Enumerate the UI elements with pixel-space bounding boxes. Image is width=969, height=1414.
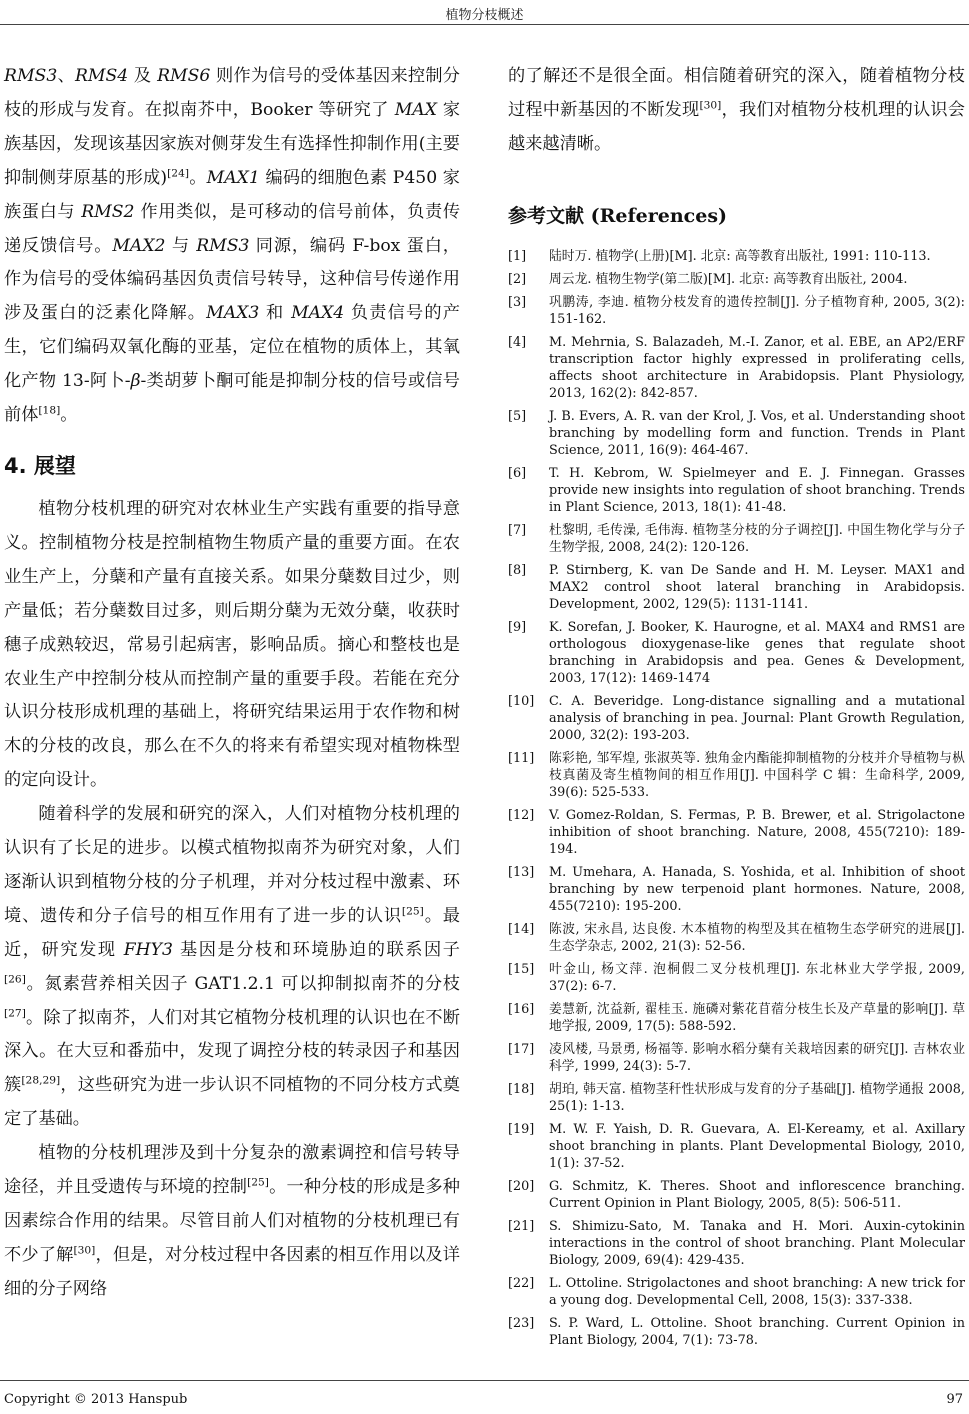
text-run: ，但是，对分枝过程中各因素的相互作用以及详细的分子网络: [4, 1244, 460, 1299]
paragraph-complexity: [4, 1137, 460, 1307]
reference-text: G. Schmitz, K. Theres. Shoot and inflorescence branching. Current Opinion in Plant Biology, 2005, 8(5): 506-511.: [549, 1178, 965, 1211]
reference-number: [9]: [508, 619, 527, 635]
references-heading: 参考文献 (References): [508, 204, 728, 227]
text-run: 编码的细胞色素 P450 家族蛋白与: [4, 167, 460, 222]
text-run: 。: [60, 405, 78, 426]
reference-text: P. Stirnberg, K. van De Sande and H. M. Leyser. MAX1 and MAX2 control shoot lateral branching in Arabidopsis. Development, 2002, 129(5): 1131-1141.: [549, 562, 965, 612]
reference-text: M. Mehrnia, S. Balazadeh, M.-I. Zanor, et al. EBE, an AP2/ERF transcription factor highly expressed in proliferating cells, affects shoot architecture in Arabidopsis. Plant Physiology, 2013, 162(2): 842-857.: [549, 334, 965, 401]
text-run: ，这些研究为进一步认识不同植物的不同分枝方式奠定了基础。: [4, 1075, 460, 1130]
reference-item: [508, 1315, 965, 1349]
reference-number: [8]: [508, 562, 527, 578]
reference-item: [508, 1275, 965, 1309]
reference-text: 周云龙. 植物生物学(第二版)[M]. 北京: 高等教育出版社, 2004.: [549, 271, 908, 287]
reference-text: V. Gomez-Roldan, S. Fermas, P. B. Brewer, et al. Strigolactone inhibition of shoot branching. Nature, 2008, 455(7210): 189-194.: [549, 807, 965, 857]
text-run: 。一种分枝的形成是多种因素综合作用的结果。尽管目前人们对植物的分枝机理已有不少了解: [4, 1177, 460, 1265]
text-run: 及: [128, 66, 158, 86]
reference-text: M. Umehara, A. Hanada, S. Yoshida, et al. Inhibition of shoot branching by new terpenoid plant hormones. Nature, 2008, 455(7210): 195-200.: [549, 864, 965, 914]
reference-number: [4]: [508, 334, 527, 350]
reference-text: 陈彩艳, 邹军煌, 张淑英等. 独角金内酯能抑制植物的分枝并介导植物与枞枝真菌及寄生植物间的相互作用[J]. 中国科学 C 辑：生命科学, 2009, 39(6): 525-533.: [549, 750, 965, 800]
reference-item: [508, 864, 965, 915]
citation-mark: [18]: [38, 403, 61, 417]
text-run: 和: [259, 303, 292, 324]
reference-number: [22]: [508, 1275, 535, 1291]
reference-number: [21]: [508, 1218, 535, 1234]
paragraph-progress: [4, 798, 460, 1137]
reference-text: 陈波, 宋永昌, 达良俊. 木本植物的构型及其在植物生态学研究的进展[J]. 生态学杂志, 2002, 21(3): 52-56.: [549, 921, 965, 954]
reference-text: M. W. F. Yaish, D. R. Guevara, A. El-Kereamy, et al. Axillary shoot branching in plants. Plant Developmental Biology, 2010, 1(1): 37-52.: [549, 1121, 965, 1171]
citation-mark: [25]: [247, 1175, 269, 1189]
text-run: 基因是分枝和环境胁迫的联系因子: [172, 939, 460, 960]
reference-number: [11]: [508, 750, 535, 766]
text-run: 的了解还不是很全面。相信随着研究的深入，随着植物分枝过程中新基因的不断发现: [508, 66, 965, 120]
citation-mark: [30]: [73, 1243, 96, 1257]
gene-name: RMS4: [74, 66, 129, 86]
reference-item: [508, 1081, 965, 1115]
reference-text: S. P. Ward, L. Ottoline. Shoot branching. Current Opinion in Plant Biology, 2004, 7(1): 73-78.: [549, 1315, 965, 1348]
reference-number: [16]: [508, 1001, 535, 1017]
reference-number: [2]: [508, 271, 527, 287]
reference-text: 叶金山, 杨文萍. 泡桐假二叉分枝机理[J]. 东北林业大学学报, 2009, 37(2): 6-7.: [549, 961, 965, 994]
citation-mark: [27]: [4, 1005, 26, 1019]
reference-text: 巩鹏涛, 李迪. 植物分枝发育的遗传控制[J]. 分子植物育种, 2005, 3(2): 151-162.: [549, 294, 965, 327]
text-run: 作用类似，是可移动的信号前体，负责传递反馈信号。: [4, 201, 461, 256]
gene-name: MAX1: [206, 167, 260, 188]
reference-item: [508, 807, 965, 858]
reference-number: [3]: [508, 294, 527, 310]
paragraph-continuation: [508, 60, 965, 162]
running-header: 植物分枝概述: [445, 8, 524, 23]
reference-text: 胡珀, 韩天富. 植物茎秆性状形成与发育的分子基础[J]. 植物学通报 2008, 25(1): 1-13.: [549, 1081, 965, 1114]
gene-name: MAX: [394, 99, 437, 120]
reference-item: [508, 750, 965, 801]
text-run: -类胡萝卜酮可能是抑制分枝的信号或信号前体: [4, 371, 460, 426]
reference-text: K. Sorefan, J. Booker, K. Haurogne, et al. MAX4 and RMS1 are orthologous dioxygenase-like genes that regulate shoot branching in Arabidopsis and pea. Genes & Development, 2003, 17(12): 1469-1474: [549, 619, 965, 686]
reference-item: [508, 1178, 965, 1212]
reference-text: 杜黎明, 毛传澡, 毛伟海. 植物茎分枝的分子调控[J]. 中国生物化学与分子生物学报, 2008, 24(2): 120-126.: [549, 522, 965, 555]
reference-item: [508, 1041, 965, 1075]
gene-name: MAX3: [206, 303, 260, 324]
reference-list: [508, 248, 965, 1349]
reference-number: [1]: [508, 248, 527, 264]
text-run: 。: [189, 167, 207, 188]
reference-item: [508, 334, 965, 402]
reference-number: [6]: [508, 465, 527, 481]
section-heading-outlook: 4. 展望: [4, 453, 76, 478]
reference-item: [508, 961, 965, 995]
reference-item: [508, 693, 965, 744]
reference-item: [508, 562, 965, 613]
gene-name: RMS6: [157, 66, 211, 86]
reference-text: C. A. Beveridge. Long-distance signalling and a mutational analysis of branching in pea. Journal: Plant Growth Regulation, 2000, 32(2): 193-203.: [549, 693, 965, 743]
reference-item: [508, 248, 965, 265]
citation-mark: [28,29]: [21, 1073, 61, 1087]
footer-divider: [0, 1380, 969, 1381]
reference-number: [10]: [508, 693, 535, 709]
reference-text: 凌风楼, 马景勇, 杨福等. 影响水稻分蘖有关栽培因素的研究[J]. 吉林农业科学, 1999, 24(3): 5-7.: [549, 1041, 965, 1074]
reference-item: [508, 408, 965, 459]
text-run: ，我们对植物分枝机理的认识会越来越清晰。: [508, 99, 965, 154]
reference-number: [19]: [508, 1121, 535, 1137]
text-run: 则作为信号的受体基因来控制分枝的形成与发育。在拟南芥中，Booker 等研究了: [4, 66, 460, 120]
text-run: 随着科学的发展和研究的深入，人们对植物分枝机理的认识有了长足的进步。以模式植物拟南芥为研究对象，人们逐渐认识到植物分枝的分子机理，并对分枝过程中激素、环境、遗传和分子信号的相互作用有了进一步的认识: [4, 804, 460, 926]
text-run: 。氮素营养相关因子 GAT1.2.1 可以抑制拟南芥的分枝: [25, 973, 460, 994]
text-run: 。除了拟南芥，人们对其它植物分枝机理的认识也在不断深入。在大豆和番茄中，发现了调控分枝的转录因子和基因簇: [4, 1007, 460, 1096]
gene-name: MAX4: [291, 303, 345, 324]
citation-mark: [30]: [699, 98, 722, 112]
reference-text: L. Ottoline. Strigolactones and shoot branching: A new trick for a young dog. Developmental Cell, 2008, 15(3): 337-338.: [549, 1275, 965, 1308]
copyright-notice: Copyright © 2013 Hanspub: [4, 1392, 188, 1407]
citation-mark: [24]: [167, 165, 190, 179]
left-column: [4, 60, 460, 1307]
text-run: 负责信号的产生，它们编码双氧化酶的亚基，定位在植物的质体上，其氧化产物 13-阿卜-: [4, 303, 460, 392]
gene-name: MAX2: [112, 235, 166, 256]
reference-item: [508, 1001, 965, 1035]
citation-mark: [25]: [401, 904, 424, 918]
reference-item: [508, 1218, 965, 1269]
reference-number: [17]: [508, 1041, 535, 1057]
paragraph-significance: [4, 493, 460, 798]
reference-number: [20]: [508, 1178, 535, 1194]
reference-item: [508, 921, 965, 955]
text-run: 。最近，研究发现: [4, 905, 460, 960]
header-divider: [0, 24, 969, 25]
reference-number: [14]: [508, 921, 535, 937]
text-run: 植物的分枝机理涉及到十分复杂的激素调控和信号转导途径，并且受遗传与环境的控制: [4, 1143, 460, 1198]
reference-item: [508, 1121, 965, 1172]
reference-item: [508, 294, 965, 328]
reference-text: S. Shimizu-Sato, M. Tanaka and H. Mori. Auxin-cytokinin interactions in the control of shoot branching. Plant Molecular Biology, 2009, 69(4): 429-435.: [549, 1218, 965, 1268]
reference-item: [508, 522, 965, 556]
reference-item: [508, 465, 965, 516]
text-run: 、: [57, 66, 75, 86]
text-run: 与: [165, 235, 197, 256]
paragraph-rms-max: [4, 60, 460, 433]
reference-item: [508, 619, 965, 687]
reference-number: [12]: [508, 807, 535, 823]
reference-number: [23]: [508, 1315, 535, 1331]
reference-number: [18]: [508, 1081, 535, 1097]
text-run: 同源，编码 F-box 蛋白，作为信号的受体编码基因负责信号转导，这种信号传递作用涉及蛋白的泛素化降解。: [4, 235, 460, 324]
reference-text: T. H. Kebrom, W. Spielmeyer and E. J. Finnegan. Grasses provide new insights into regulation of shoot branching. Trends in Plant Science, 2013, 18(1): 41-48.: [549, 465, 965, 515]
reference-number: [5]: [508, 408, 527, 424]
reference-number: [7]: [508, 522, 527, 538]
reference-text: 陆时万. 植物学(上册)[M]. 北京: 高等教育出版社, 1991: 110-113.: [549, 248, 931, 264]
gene-name: β: [130, 371, 141, 392]
right-column: [508, 60, 965, 1355]
gene-name: RMS2: [81, 201, 135, 222]
text-run: 家族基因，发现该基因家族对侧芽发生有选择性抑制作用(主要抑制侧芽原基的形成): [4, 99, 461, 188]
gene-name: FHY3: [123, 939, 173, 960]
text-run: 植物分枝机理的研究对农林业生产实践有重要的指导意义。控制植物分枝是控制植物生物质产量的重要方面。在农业生产上，分蘖和产量有直接关系。如果分蘖数目过少，则产量低；若分蘖数目过多，则后期分蘖为无效分蘖，收获时穗子成熟较迟，常易引起病害，影响品质。摘心和整枝也是农业生产中控制分枝从而控制产量的重要手段。若能在充分认识分枝形成机理的基础上，将研究结果运用于农作物和树木的分枝的改良，那么在不久的将来有希望实现对植物株型的定向设计。: [4, 498, 460, 791]
citation-mark: [26]: [4, 971, 26, 985]
reference-item: [508, 271, 965, 288]
page-number: 97: [946, 1392, 963, 1407]
reference-text: 姜慧新, 沈益新, 翟桂玉. 施磷对紫花苜蓿分枝生长及产草量的影响[J]. 草地学报, 2009, 17(5): 588-592.: [549, 1001, 965, 1034]
gene-name: RMS3: [4, 66, 58, 86]
reference-number: [15]: [508, 961, 535, 977]
gene-name: RMS3: [196, 235, 250, 256]
reference-number: [13]: [508, 864, 535, 880]
reference-text: J. B. Evers, A. R. van der Krol, J. Vos, et al. Understanding shoot branching by modelling form and function. Trends in Plant Science, 2011, 16(9): 464-467.: [549, 408, 965, 458]
